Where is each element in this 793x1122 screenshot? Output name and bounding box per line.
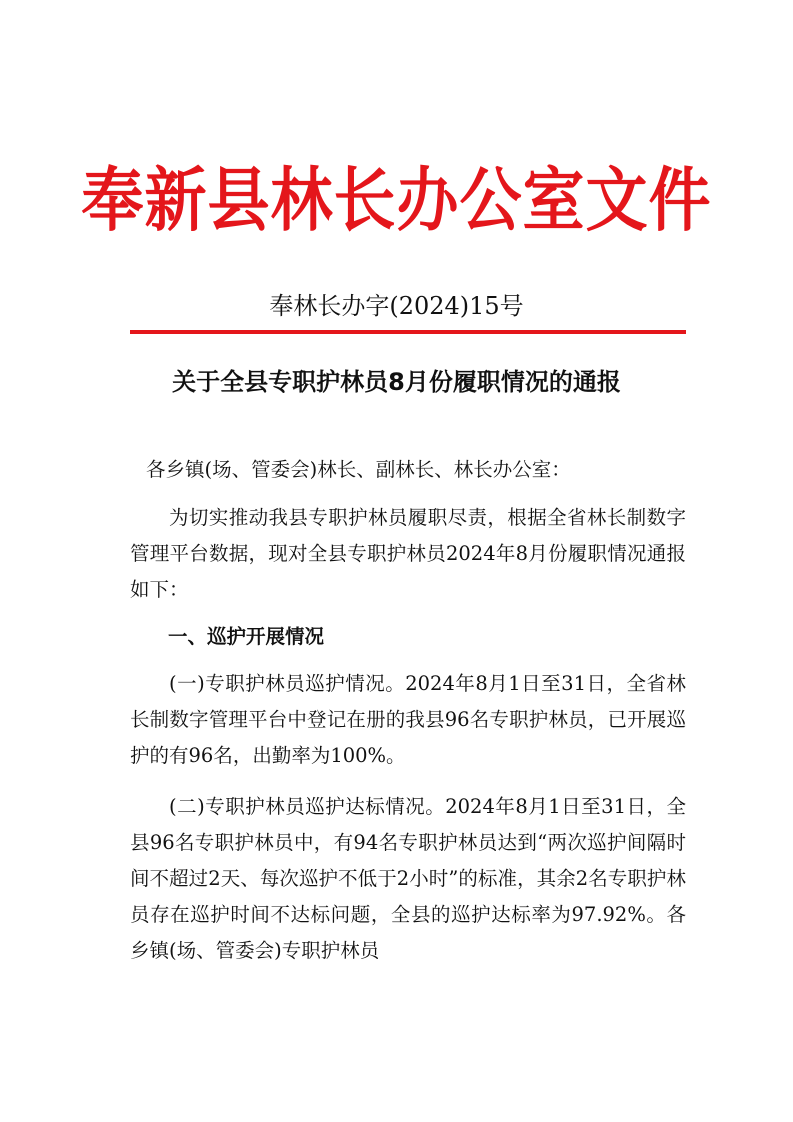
intro-paragraph: 为切实推动我县专职护林员履职尽责，根据全省林长制数字管理平台数据，现对全县专职护林员2024年8月份履职情况通报如下： xyxy=(130,506,686,601)
item-paragraph-compliance: (二)专职护林员巡护达标情况。2024年8月1日至31日，全县96名专职护林员中，有94名专职护林员达到“两次巡护间隔时间不超过2天、每次巡护不低于2小时”的标准，其余2名专职护林员存在巡护时间不达标问题，全县的巡护达标率为97.92%。各乡镇(场、管委会)专职护林员 xyxy=(130,795,686,962)
item-paragraph-attendance: (一)专职护林员巡护情况。2024年8月1日至31日，全省林长制数字管理平台中登记在册的我县96名专职护林员，已开展巡护的有96名，出勤率为100%。 xyxy=(130,672,686,767)
document-number: 奉林长办字(2024)15号 xyxy=(269,292,524,320)
document-issuer-header: 奉新县林长办公室文件 xyxy=(81,158,712,241)
section-heading-patrol: 一、巡护开展情况 xyxy=(168,625,325,648)
document-title: 关于全县专职护林员8月份履职情况的通报 xyxy=(172,368,621,396)
red-separator-rule xyxy=(130,330,686,334)
salutation: 各乡镇(场、管委会)林长、副林长、林长办公室： xyxy=(146,458,571,481)
